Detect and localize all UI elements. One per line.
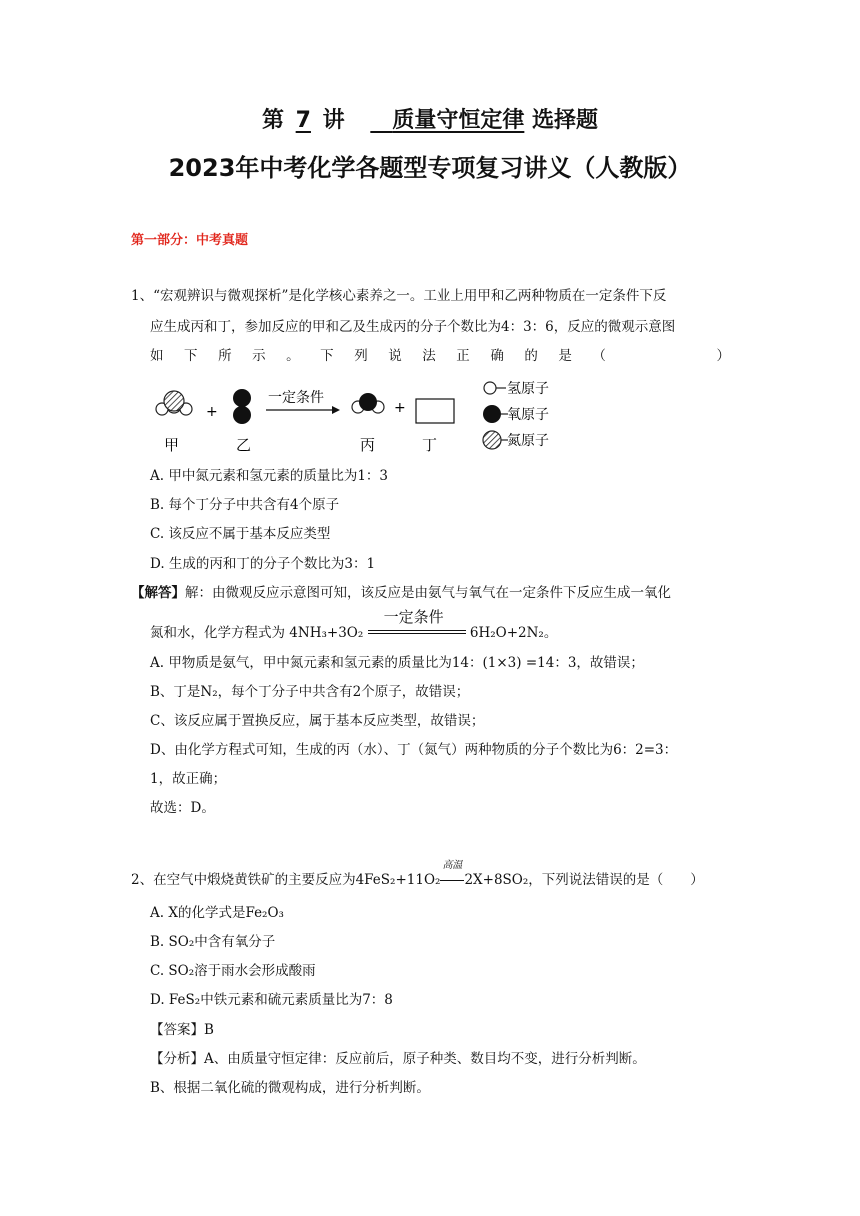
q2-analysis-b: B、根据二氧化硫的微观构成，进行分析判断。 [150,1080,430,1096]
q2-stem [131,860,704,889]
q1-char: 确 [490,348,504,364]
q2-option-d: D. FeS₂中铁元素和硫元素质量比为7：8 [150,992,393,1008]
molecule-bing [352,393,384,413]
molecule-jia [156,391,192,415]
q1-char: ） [716,348,730,364]
solution-text: 解：由微观反应示意图可知，该反应是由氨气与氧气在一定条件下反应生成一氧化 [185,585,671,601]
q2-stem-suffix: ，下列说法错误的是（ ） [528,872,704,888]
q1-solution-b: B、丁是N₂，每个丁分子中共含有2个原子，故错误； [150,684,470,700]
q1-solution-line1 [131,584,671,602]
q1-char: 所 [218,348,232,364]
section-heading: 第一部分：中考真题 [131,233,249,248]
title-suffix: 选择题 [532,108,599,133]
solution-head: 【解答】 [131,585,185,601]
reaction-condition-label: 一定条件 [268,390,324,406]
q1-solution-c: C、该反应属于置换反应，属于基本反应类型，故错误； [150,713,485,729]
q2-eq-sign [440,860,464,889]
equation-condition-sign [368,608,466,642]
q2-eq-left: 4FeS₂+11O₂ [355,872,441,888]
q1-stem-line3 [150,347,730,365]
q1-option-d: D. 生成的丙和丁的分子个数比为3：1 [150,556,376,572]
q2-answer: 【答案】B [150,1022,214,1038]
document-title: 2023年中考化学各题型专项复习讲义（人教版） [168,154,692,182]
q2-option-c: C. SO₂溶于雨水会形成酸雨 [150,963,316,979]
q1-char: 列 [354,348,368,364]
q2-eq-condition: 高温 [442,860,463,871]
lecture-title [0,103,860,134]
svg-text:氢原子: 氢原子 [507,381,549,397]
reaction-microscopic-diagram [150,380,580,460]
svg-text:氧原子: 氧原子 [507,407,549,423]
plus-sign-2: + [394,400,406,416]
q1-option-b: B. 每个丁分子中共含有4个原子 [150,497,340,513]
q2-stem-prefix: 2、在空气中煅烧黄铁矿的主要反应为 [131,872,356,888]
q1-option-a: A. 甲中氮元素和氢元素的质量比为1：3 [150,468,389,484]
q2-option-b: B. SO₂中含有氧分子 [150,934,276,950]
molecule-ding-box [416,399,454,423]
molecule-yi [233,389,251,424]
q1-equation-line [150,608,558,642]
legend-nitrogen [483,431,549,449]
q2-eq-right: 2X+8SO₂ [464,872,529,888]
q1-solution-d1: D、由化学方程式可知，生成的丙（水）、丁（氮气）两种物质的分子个数比为6：2=3： [150,742,678,758]
lecture-topic [370,108,524,133]
label-bing: 丙 [360,436,376,454]
equal-line-bottom [368,633,466,634]
q1-option-c: C. 该反应不属于基本反应类型 [150,526,331,542]
analysis-a-text: A、由质量守恒定律：反应前后，原子种类、数目均不变，进行分析判断。 [204,1051,646,1067]
legend-hydrogen [484,381,549,397]
topic-text: 质量守恒定律 [392,108,525,133]
label-yi: 乙 [236,436,252,454]
q1-stem-line2: 应生成丙和丁，参加反应的甲和乙及生成丙的分子个数比为4：3：6，反应的微观示意图 [150,319,676,335]
title-prefix: 第 [261,108,284,133]
q2-option-a: A. X的化学式是Fe₂O₃ [150,905,284,921]
q1-char: 下 [320,348,334,364]
q1-char: （ [592,348,606,364]
q1-char: 示 [252,348,266,364]
q1-solution-d2: 1，故正确； [150,771,227,787]
q1-char: 说 [388,348,402,364]
analysis-head: 【分析】 [150,1051,204,1067]
q1-choose: 故选：D。 [150,800,215,816]
q1-char: 下 [184,348,198,364]
q2-analysis-a [150,1050,646,1068]
equation-prefix: 氮和水，化学方程式为 [150,625,285,641]
legend-oxygen [483,405,549,423]
label-ding: 丁 [422,436,438,454]
q1-char: 正 [456,348,470,364]
equation-left: 4NH₃+3O₂ [289,625,364,641]
plus-sign-1: + [206,404,218,420]
q1-char: 。 [286,348,300,364]
svg-text:氮原子: 氮原子 [507,433,549,449]
q1-stem-line1: 1、“宏观辨识与微观探析”是化学核心素养之一。工业上用甲和乙两种物质在一定条件下反 [131,288,667,304]
lecture-number: 7 [295,108,311,133]
q1-solution-a: A. 甲物质是氨气，甲中氮元素和氢元素的质量比为14：(1×3) =14：3，故错误； [150,655,644,671]
equation-condition: 一定条件 [383,608,444,626]
reaction-arrow-head [332,406,340,414]
q1-char: 是 [558,348,572,364]
label-jia: 甲 [164,436,180,454]
q1-char: 的 [524,348,538,364]
equal-line-top [368,630,466,631]
equation-right: 6H₂O+2N₂。 [469,625,558,641]
title-mid: 讲 [322,108,345,133]
q1-char: 法 [422,348,436,364]
q1-char: 如 [150,348,164,364]
q2-eq-line [440,880,464,881]
